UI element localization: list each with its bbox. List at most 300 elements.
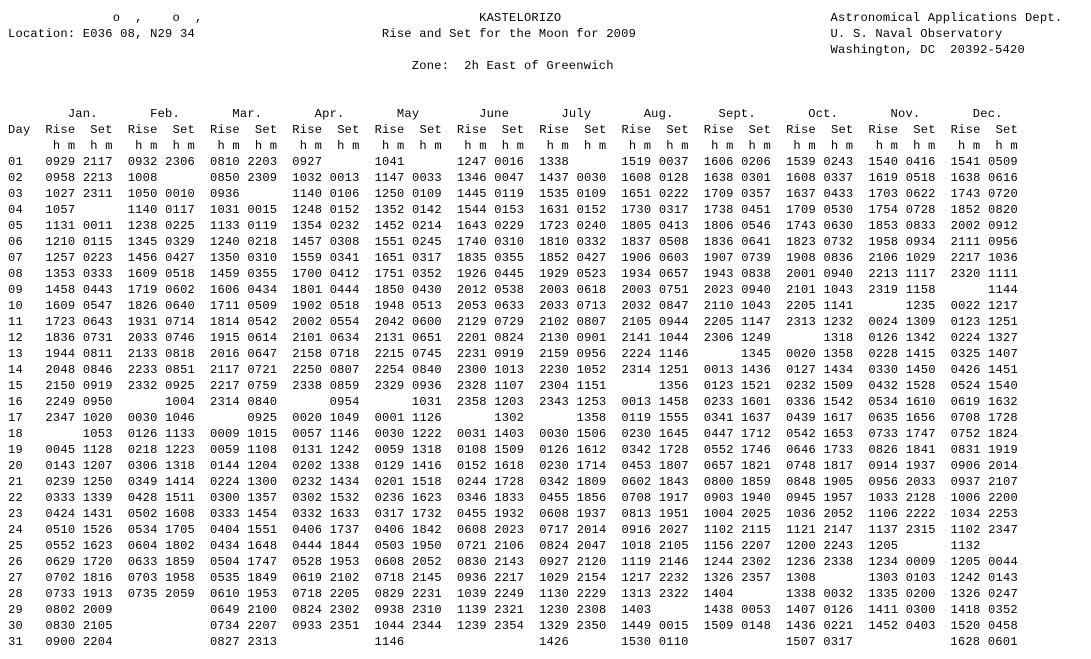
day-row xyxy=(8,346,1062,362)
moonset-time: 1250 xyxy=(82,475,113,489)
moonset-time: 1126 xyxy=(411,411,442,425)
moonrise-time: 1404 xyxy=(703,587,734,601)
moonrise-time: 2158 xyxy=(292,347,323,361)
moonrise-time: 0332 xyxy=(292,507,323,521)
moonrise-time: 2003 xyxy=(621,283,652,297)
moonrise-time: 1034 xyxy=(950,507,981,521)
moonrise-time: 1326 xyxy=(703,571,734,585)
moonset-time: 1251 xyxy=(988,315,1018,329)
moonset-time: 2014 xyxy=(576,523,607,537)
moonrise-time: 0752 xyxy=(950,427,981,441)
day-row xyxy=(8,602,1062,618)
day-row xyxy=(8,234,1062,250)
moonset-time: 1623 xyxy=(412,491,442,505)
moonset-time: 0940 xyxy=(823,267,854,281)
moonrise-time: 0030 xyxy=(374,427,405,441)
moonset-time: 1450 xyxy=(905,363,936,377)
moonrise-time: 2101 xyxy=(786,283,816,297)
moonset-time: 1434 xyxy=(329,475,360,489)
moonset-time: 2232 xyxy=(658,571,689,585)
rise-unit-label: h m xyxy=(135,139,158,153)
moonrise-time: 0302 xyxy=(292,491,323,505)
day-row xyxy=(8,586,1062,602)
rise-unit-label: h m xyxy=(299,139,323,153)
moonrise-time: 0224 xyxy=(950,331,981,345)
moonset-time: 2047 xyxy=(576,539,607,553)
moonrise-time: 1631 xyxy=(539,203,570,217)
moonset-time: 1327 xyxy=(988,331,1018,345)
moonrise-time: 0024 xyxy=(868,315,899,329)
moonset-time: 2107 xyxy=(988,475,1018,489)
moonset-time: 0847 xyxy=(658,299,689,313)
moonset-time: 1859 xyxy=(165,555,196,569)
moonset-time: 0317 xyxy=(412,251,442,265)
moonset-time: 0412 xyxy=(329,267,360,281)
day-number: 18 xyxy=(8,427,23,441)
moonrise-time: 0937 xyxy=(950,475,981,489)
moonrise-time: 1438 xyxy=(703,603,734,617)
month-header: July xyxy=(561,107,592,121)
moonrise-time: 1805 xyxy=(621,219,652,233)
moonrise-time: 1039 xyxy=(456,587,487,601)
moonset-time: 2147 xyxy=(823,523,854,537)
moonrise-time: 0502 xyxy=(127,507,158,521)
moonset-time: 2222 xyxy=(905,507,936,521)
moonrise-time: 1730 xyxy=(621,203,652,217)
moonset-time: 2205 xyxy=(329,587,360,601)
moonset-time: 1747 xyxy=(905,427,936,441)
moonrise-time: 0001 xyxy=(374,411,405,425)
moonrise-time: 1643 xyxy=(456,219,487,233)
moonrise-time: 2033 xyxy=(539,299,570,313)
moonrise-time: 0333 xyxy=(45,491,76,505)
moonset-time: 0919 xyxy=(494,347,525,361)
moonset-time: 0119 xyxy=(247,219,278,233)
moonset-time: 2154 xyxy=(576,571,607,585)
moonset-time: 0630 xyxy=(823,219,854,233)
moonset-time: 2115 xyxy=(741,523,772,537)
organization-name: Astronomical Applications Dept. xyxy=(830,11,1063,25)
moonset-time: 1833 xyxy=(494,491,525,505)
moonset-time: 1451 xyxy=(988,363,1018,377)
moonset-time: 0912 xyxy=(988,219,1018,233)
moonset-time: 2309 xyxy=(247,171,278,185)
moonrise-time: 0718 xyxy=(374,571,405,585)
moonrise-time: 2213 xyxy=(868,267,899,281)
moonset-time: 0851 xyxy=(165,363,196,377)
moonset-time: 1728 xyxy=(658,443,689,457)
moonrise-time: 0022 xyxy=(950,299,981,313)
moonrise-time: 0230 xyxy=(621,427,652,441)
moonrise-time: 2313 xyxy=(786,315,816,329)
moonset-time: 1656 xyxy=(905,411,936,425)
moonset-time: 1712 xyxy=(741,427,772,441)
moonset-time: 1232 xyxy=(823,315,854,329)
moonset-time: 0518 xyxy=(329,299,360,313)
moonrise-time: 2042 xyxy=(374,315,405,329)
month-header: Jan. xyxy=(67,107,98,121)
moonrise-time: 0232 xyxy=(292,475,323,489)
moonset-time: 0546 xyxy=(741,219,772,233)
moonrise-time: 2102 xyxy=(539,315,570,329)
moonset-time: 0622 xyxy=(905,187,936,201)
moonrise-time: 0927 xyxy=(539,555,570,569)
moonset-time: 0015 xyxy=(247,203,278,217)
moonrise-time: 1130 xyxy=(539,587,570,601)
moonset-time: 1146 xyxy=(658,347,689,361)
month-header: Mar. xyxy=(232,107,263,121)
day-row xyxy=(8,282,1062,298)
moonrise-time: 1806 xyxy=(703,219,734,233)
moonset-time: 1318 xyxy=(165,459,196,473)
rise-unit-label: h m xyxy=(217,139,240,153)
day-row xyxy=(8,394,1062,410)
day-number: 05 xyxy=(8,219,23,233)
rise-unit-label: h m xyxy=(628,139,652,153)
moonrise-time: 0810 xyxy=(210,155,240,169)
moonset-time: 1309 xyxy=(905,315,936,329)
day-row xyxy=(8,490,1062,506)
rise-unit-label: h m xyxy=(957,139,981,153)
day-number: 28 xyxy=(8,587,23,601)
moonrise-time: 1437 xyxy=(539,171,570,185)
moonset-time: 2033 xyxy=(905,475,936,489)
moonrise-time: 2033 xyxy=(127,331,158,345)
moonset-time: 0538 xyxy=(494,283,525,297)
blank-line-1 xyxy=(8,74,1062,90)
moonrise-time: 1931 xyxy=(127,315,158,329)
moonset-time: 1728 xyxy=(987,411,1018,425)
moonrise-time: 2347 xyxy=(45,411,76,425)
moonset-time: 0403 xyxy=(905,619,936,633)
moonset-time: 1932 xyxy=(494,507,525,521)
month-header: Apr. xyxy=(314,107,345,121)
moonrise-time: 2343 xyxy=(539,395,570,409)
moonrise-time: 1238 xyxy=(127,219,158,233)
moonrise-time: 0129 xyxy=(374,459,405,473)
moonset-time: 0013 xyxy=(329,171,360,185)
day-number: 30 xyxy=(8,619,23,633)
moonrise-time: 0610 xyxy=(210,587,240,601)
moonrise-time: 1029 xyxy=(539,571,570,585)
month-header: Nov. xyxy=(890,107,921,121)
day-number: 22 xyxy=(8,491,23,505)
moonrise-time: 2105 xyxy=(621,315,652,329)
moonrise-time: 2002 xyxy=(292,315,323,329)
moonset-time: 1809 xyxy=(576,475,607,489)
moonrise-time: 1608 xyxy=(786,171,816,185)
moonset-time: 1253 xyxy=(576,395,607,409)
month-header: Feb. xyxy=(150,107,181,121)
moonrise-time: 1751 xyxy=(374,267,405,281)
moonrise-time: 1509 xyxy=(703,619,734,633)
moonset-time: 1133 xyxy=(165,427,196,441)
moonset-time: 1843 xyxy=(658,475,689,489)
moonrise-time: 0524 xyxy=(950,379,981,393)
moonrise-time: 1651 xyxy=(621,187,652,201)
moonset-time: 1950 xyxy=(412,539,442,553)
moonrise-time: 1609 xyxy=(45,299,76,313)
moonset-time: 0030 xyxy=(576,171,607,185)
moonset-time: 0222 xyxy=(658,187,689,201)
day-number: 15 xyxy=(8,379,23,393)
moonrise-time: 0059 xyxy=(210,443,240,457)
moonrise-time: 2016 xyxy=(210,347,240,361)
moonset-time: 1842 xyxy=(412,523,442,537)
moonrise-time: 1835 xyxy=(456,251,487,265)
moonrise-time: 1200 xyxy=(786,539,816,553)
moonrise-time: 2320 xyxy=(950,267,981,281)
moonrise-time: 1257 xyxy=(45,251,76,265)
moonset-time: 0518 xyxy=(165,267,196,281)
rise-set-header-row xyxy=(8,122,1062,138)
moonset-time: 0037 xyxy=(658,155,689,169)
moonset-time: 2357 xyxy=(741,571,772,585)
set-unit-label: h m xyxy=(90,139,113,153)
moonrise-time: 1244 xyxy=(703,555,734,569)
month-header: May xyxy=(396,107,420,121)
moonrise-time: 1031 xyxy=(209,203,240,217)
moonset-time: 1937 xyxy=(905,459,936,473)
moonrise-time: 0426 xyxy=(950,363,981,377)
set-column-header: Set xyxy=(748,123,772,137)
moonrise-time: 1205 xyxy=(868,539,899,553)
moonset-time: 2207 xyxy=(247,619,278,633)
moonrise-time: 0929 xyxy=(45,155,76,169)
month-header: June xyxy=(479,107,510,121)
moonset-time: 0115 xyxy=(82,235,113,249)
moonset-time: 2106 xyxy=(494,539,525,553)
day-row xyxy=(8,186,1062,202)
moonrise-time: 2133 xyxy=(127,347,158,361)
moonrise-time: 0510 xyxy=(45,523,76,537)
moonrise-time: 2217 xyxy=(950,251,981,265)
moonset-time: 0240 xyxy=(576,219,607,233)
moonset-time: 0859 xyxy=(329,379,360,393)
moonrise-time: 2141 xyxy=(621,331,652,345)
moonset-time: 0956 xyxy=(576,347,607,361)
moonrise-time: 1217 xyxy=(621,571,652,585)
moonset-time: 0430 xyxy=(412,283,442,297)
moonrise-time: 0455 xyxy=(456,507,487,521)
moonset-time: 1528 xyxy=(905,379,936,393)
moonset-time: 1217 xyxy=(988,299,1018,313)
day-row xyxy=(8,634,1062,650)
location-label: Location: E036 08, N29 34 xyxy=(8,27,195,41)
moonset-time: 1403 xyxy=(494,427,525,441)
coordinate-degree-marks: o , o , xyxy=(112,11,203,25)
moonset-time: 0103 xyxy=(905,571,936,585)
moonrise-time: 2003 xyxy=(539,283,570,297)
moonrise-time: 1544 xyxy=(456,203,487,217)
moonset-time: 0357 xyxy=(741,187,772,201)
moonrise-time: 0903 xyxy=(703,491,734,505)
moonset-time: 0218 xyxy=(247,235,278,249)
moonrise-time: 1436 xyxy=(786,619,816,633)
moonset-time: 2213 xyxy=(82,171,113,185)
moonset-time: 0820 xyxy=(988,203,1018,217)
moonset-time: 1300 xyxy=(247,475,278,489)
moonset-time: 0047 xyxy=(494,171,525,185)
moonset-time: 1141 xyxy=(823,299,854,313)
header-line-2 xyxy=(8,26,1062,42)
moonrise-time: 2002 xyxy=(950,219,981,233)
day-row xyxy=(8,202,1062,218)
moonset-time: 1356 xyxy=(658,379,689,393)
rise-unit-label: h m xyxy=(52,139,76,153)
moonrise-time: 0424 xyxy=(45,507,76,521)
moonrise-time: 1457 xyxy=(292,235,323,249)
moonset-time: 1031 xyxy=(411,395,442,409)
moonset-time: 2310 xyxy=(411,603,442,617)
moonrise-time: 0945 xyxy=(786,491,816,505)
moonrise-time: 1929 xyxy=(539,267,570,281)
moonrise-time: 0608 xyxy=(539,507,570,521)
moonset-time: 0413 xyxy=(658,219,689,233)
moonrise-time: 2314 xyxy=(209,395,240,409)
moonset-time: 1953 xyxy=(329,555,360,569)
moonrise-time: 1452 xyxy=(868,619,899,633)
moonset-time: 0640 xyxy=(165,299,196,313)
moonset-time: 0126 xyxy=(823,603,854,617)
moonrise-time: 0333 xyxy=(210,507,240,521)
moonset-time: 1526 xyxy=(82,523,113,537)
moonset-time: 1015 xyxy=(247,427,278,441)
moonrise-time: 2233 xyxy=(127,363,158,377)
day-row xyxy=(8,474,1062,490)
moonrise-time: 1709 xyxy=(786,203,816,217)
moonrise-time: 1519 xyxy=(621,155,652,169)
moonrise-time: 1329 xyxy=(539,619,570,633)
moonrise-time: 0045 xyxy=(45,443,76,457)
moonset-time: 0117 xyxy=(165,203,195,217)
moonrise-time: 1703 xyxy=(868,187,899,201)
month-header-row xyxy=(8,106,1062,122)
moonset-time: 1235 xyxy=(905,299,936,313)
moon-table-text xyxy=(8,10,1062,650)
moonrise-time: 1541 xyxy=(950,155,981,169)
moonrise-time: 0239 xyxy=(45,475,76,489)
moonset-time: 0200 xyxy=(905,587,936,601)
moonrise-time: 2131 xyxy=(374,331,405,345)
moonset-time: 1029 xyxy=(905,251,936,265)
moonset-time: 1919 xyxy=(988,443,1018,457)
set-unit-label: h m xyxy=(995,139,1018,153)
moonset-time: 2025 xyxy=(741,507,772,521)
moonrise-time: 2048 xyxy=(45,363,76,377)
moonset-time: 2243 xyxy=(823,539,854,553)
header-line-4 xyxy=(8,58,1062,74)
moonrise-time: 2319 xyxy=(868,283,899,297)
moonrise-time: 0717 xyxy=(539,523,570,537)
moonset-time: 1859 xyxy=(741,475,772,489)
moonrise-time: 1146 xyxy=(374,635,405,649)
moonrise-time: 0432 xyxy=(868,379,899,393)
moonrise-time: 1738 xyxy=(703,203,734,217)
day-number: 21 xyxy=(8,475,23,489)
rise-column-header: Rise xyxy=(786,123,816,137)
moonrise-time: 0152 xyxy=(456,459,487,473)
day-number: 06 xyxy=(8,235,23,249)
moonset-time: 0317 xyxy=(823,635,854,649)
moonrise-time: 1345 xyxy=(127,235,158,249)
moonset-time: 0739 xyxy=(741,251,772,265)
document-title: Rise and Set for the Moon for 2009 xyxy=(381,27,637,41)
moonrise-time: 2106 xyxy=(868,251,899,265)
moonset-time: 0944 xyxy=(658,315,689,329)
moonrise-time: 0123 xyxy=(950,315,981,329)
moonset-time: 0713 xyxy=(576,299,607,313)
moonrise-time: 0906 xyxy=(950,459,981,473)
moonrise-time: 0342 xyxy=(539,475,570,489)
moonrise-time: 0802 xyxy=(45,603,76,617)
moonrise-time: 0224 xyxy=(210,475,240,489)
moonrise-time: 1240 xyxy=(210,235,240,249)
moonrise-time: 1230 xyxy=(539,603,570,617)
moonrise-time: 1407 xyxy=(786,603,816,617)
moonrise-time: 1346 xyxy=(456,171,487,185)
moonrise-time: 0914 xyxy=(868,459,899,473)
moonset-time: 0840 xyxy=(412,363,442,377)
day-row xyxy=(8,314,1062,330)
moonrise-time: 1906 xyxy=(621,251,652,265)
day-row xyxy=(8,538,1062,554)
day-number: 19 xyxy=(8,443,23,457)
moonset-time: 0225 xyxy=(165,219,196,233)
moonset-time: 0759 xyxy=(247,379,278,393)
moonrise-time: 0552 xyxy=(45,539,76,553)
moonrise-time: 0927 xyxy=(292,155,323,169)
moonrise-time: 0932 xyxy=(127,155,158,169)
moonrise-time: 1711 xyxy=(210,299,240,313)
moonrise-time: 0831 xyxy=(950,443,981,457)
day-row xyxy=(8,618,1062,634)
moonset-time: 0214 xyxy=(412,219,442,233)
moonrise-time: 0406 xyxy=(374,523,405,537)
moonset-time: 0032 xyxy=(823,587,854,601)
moonrise-time: 0733 xyxy=(868,427,899,441)
moonrise-time: 1338 xyxy=(539,155,570,169)
moonrise-time: 2358 xyxy=(456,395,487,409)
rise-unit-label: h m xyxy=(546,139,569,153)
moonset-time: 1551 xyxy=(247,523,278,537)
moonset-time: 1705 xyxy=(165,523,196,537)
day-row xyxy=(8,522,1062,538)
moonrise-time: 0958 xyxy=(45,171,76,185)
moonset-time: 1511 xyxy=(165,491,196,505)
moonrise-time: 0317 xyxy=(374,507,405,521)
moonset-time: 0732 xyxy=(823,235,854,249)
moonrise-time: 0733 xyxy=(45,587,76,601)
moonset-time: 1146 xyxy=(329,427,360,441)
moonset-time: 1203 xyxy=(494,395,525,409)
moonrise-time: 1559 xyxy=(292,251,323,265)
moonrise-time: 1133 xyxy=(210,219,240,233)
set-column-header: Set xyxy=(337,123,360,137)
moonrise-time: 1018 xyxy=(621,539,652,553)
moonrise-time: 2110 xyxy=(703,299,734,313)
moonset-time: 0633 xyxy=(494,299,525,313)
moonrise-time: 1147 xyxy=(374,171,405,185)
set-column-header: Set xyxy=(584,123,607,137)
moonset-time: 2105 xyxy=(82,619,113,633)
moonset-time: 0513 xyxy=(412,299,442,313)
moonrise-time: 1445 xyxy=(456,187,487,201)
moonset-time: 0128 xyxy=(658,171,689,185)
moonrise-time: 0619 xyxy=(292,571,323,585)
moonrise-time: 0127 xyxy=(786,363,816,377)
moonrise-time: 0230 xyxy=(539,459,570,473)
